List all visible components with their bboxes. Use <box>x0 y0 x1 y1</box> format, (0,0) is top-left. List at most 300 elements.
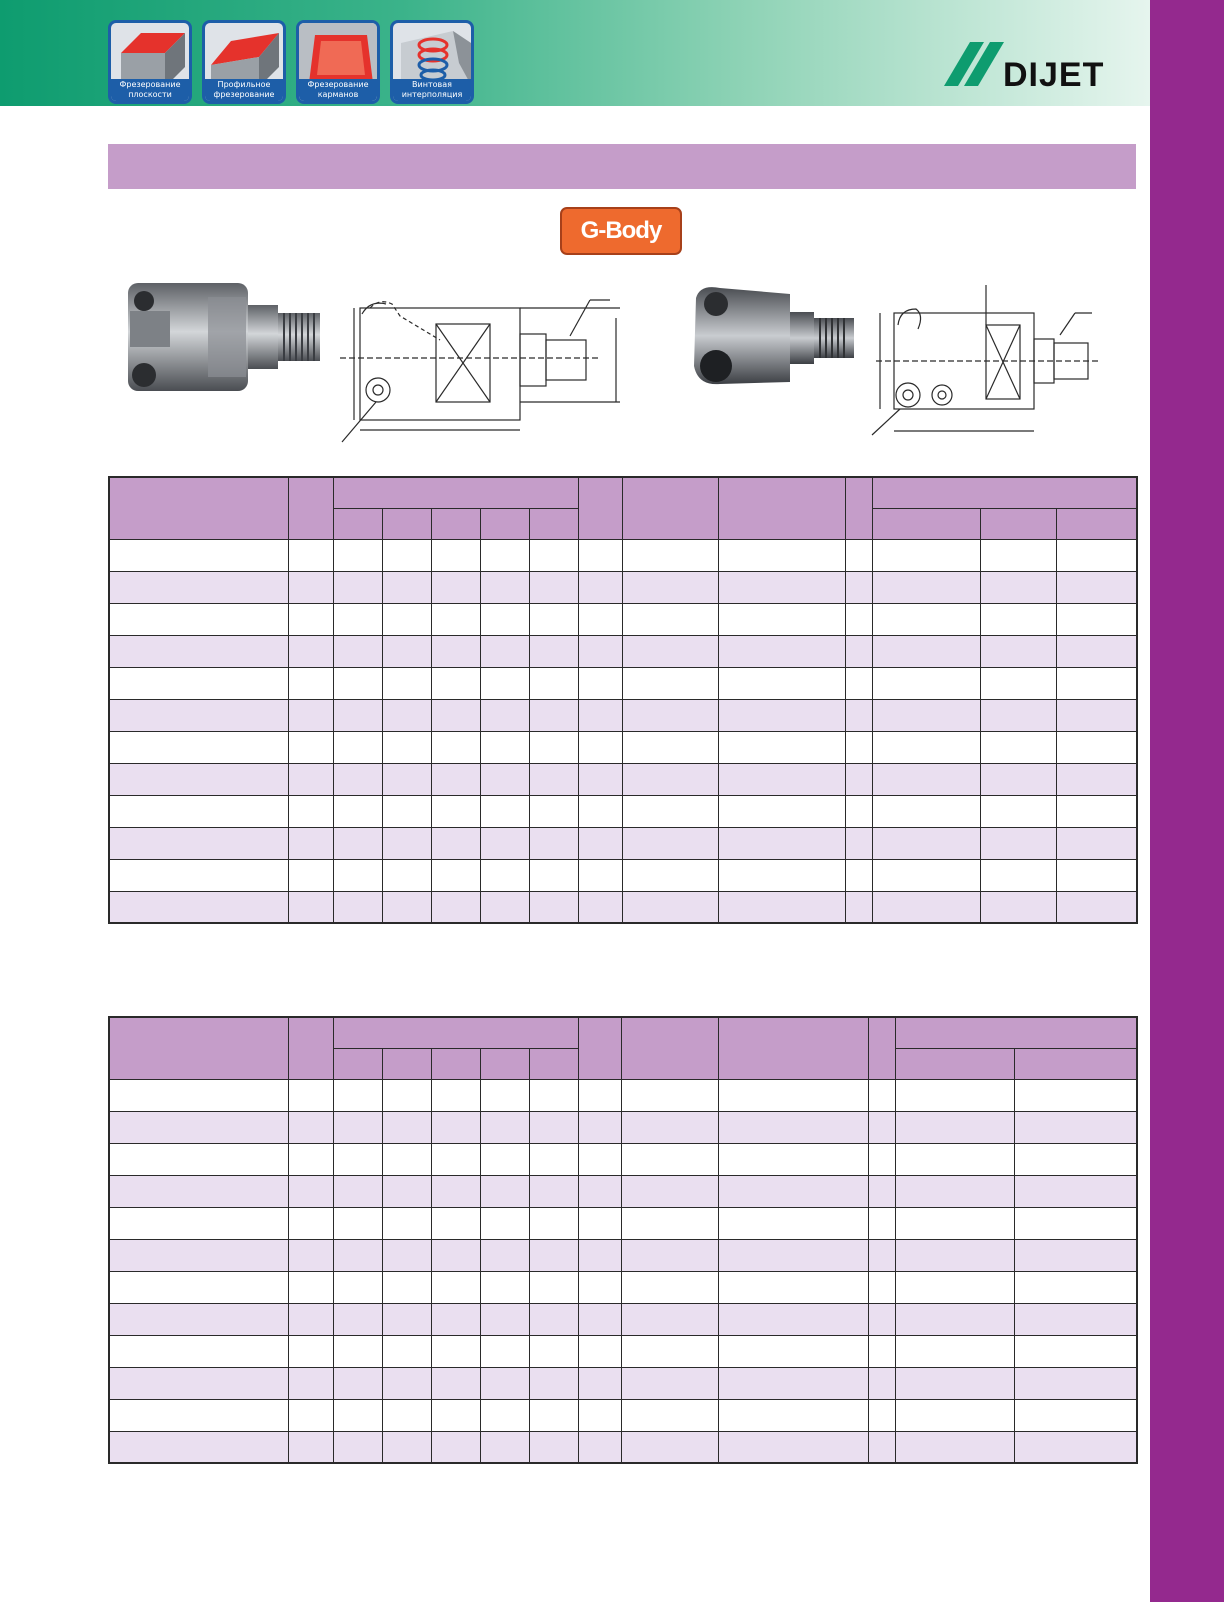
table-cell <box>578 859 622 891</box>
table-row <box>109 1367 1137 1399</box>
table-cell <box>578 827 622 859</box>
table-cell <box>718 1271 868 1303</box>
table-cell <box>431 1367 480 1399</box>
table-cell <box>1056 699 1137 731</box>
table-cell <box>333 699 382 731</box>
table-cell <box>288 1271 333 1303</box>
table-cell <box>845 795 872 827</box>
table-cell <box>895 1111 1014 1143</box>
table-cell <box>718 1367 868 1399</box>
table-cell <box>382 1335 431 1367</box>
table-cell <box>895 1143 1014 1175</box>
table-cell <box>621 1079 718 1111</box>
table-cell <box>382 635 431 667</box>
helical-interpolation-icon <box>390 20 474 104</box>
table-cell <box>529 1335 578 1367</box>
pocket-milling-icon <box>296 20 380 104</box>
table-cell <box>529 1143 578 1175</box>
table-cell <box>578 763 622 795</box>
table-cell <box>872 539 980 571</box>
table-cell <box>480 763 529 795</box>
table-cell <box>529 1367 578 1399</box>
table-cell <box>845 667 872 699</box>
table-cell <box>622 763 718 795</box>
table-cell <box>529 571 578 603</box>
side-band <box>1150 0 1224 1602</box>
table-cell <box>1014 1207 1137 1239</box>
table-cell <box>288 539 333 571</box>
table-row <box>109 635 1137 667</box>
table-cell <box>431 539 480 571</box>
table-cell <box>621 1207 718 1239</box>
table-cell <box>718 731 845 763</box>
table-cell <box>480 1111 529 1143</box>
table-cell <box>621 1367 718 1399</box>
table-cell <box>718 571 845 603</box>
table-cell <box>382 731 431 763</box>
table-cell <box>845 763 872 795</box>
table-cell <box>333 1431 382 1463</box>
table-cell <box>333 1239 382 1271</box>
table-cell <box>529 699 578 731</box>
header-cell <box>868 1017 895 1079</box>
table-cell <box>980 795 1056 827</box>
table-cell <box>872 571 980 603</box>
table-cell <box>333 603 382 635</box>
table-cell <box>109 1207 288 1239</box>
table-cell <box>382 539 431 571</box>
table-header-row <box>109 1017 1137 1048</box>
header-cell <box>895 1048 1014 1079</box>
table-cell <box>529 603 578 635</box>
table-cell <box>980 635 1056 667</box>
table-cell <box>382 859 431 891</box>
table-cell <box>1056 795 1137 827</box>
table-cell <box>622 699 718 731</box>
table-cell <box>109 1143 288 1175</box>
table-cell <box>872 763 980 795</box>
table-cell <box>622 603 718 635</box>
table-cell <box>1014 1143 1137 1175</box>
table-cell <box>109 763 288 795</box>
table-cell <box>868 1079 895 1111</box>
table-cell <box>288 667 333 699</box>
table-cell <box>333 1271 382 1303</box>
table-cell <box>718 1111 868 1143</box>
table-cell <box>288 1111 333 1143</box>
header-cell <box>109 1017 288 1079</box>
section-title-bar <box>108 144 1136 189</box>
table-cell <box>288 1367 333 1399</box>
operation-icons <box>108 20 474 104</box>
table-cell <box>621 1399 718 1431</box>
table-cell <box>382 1111 431 1143</box>
table-cell <box>431 731 480 763</box>
table-cell <box>431 1175 480 1207</box>
table-cell <box>845 859 872 891</box>
table-cell <box>578 1079 621 1111</box>
table-cell <box>578 731 622 763</box>
table-cell <box>529 827 578 859</box>
cutter-drawing-1 <box>340 290 640 445</box>
table-cell <box>1056 667 1137 699</box>
table-cell <box>529 1207 578 1239</box>
table-cell <box>109 539 288 571</box>
table-cell <box>288 1143 333 1175</box>
table-cell <box>109 731 288 763</box>
table-cell <box>578 603 622 635</box>
table-row <box>109 699 1137 731</box>
table-cell <box>529 891 578 923</box>
table-cell <box>431 603 480 635</box>
table-cell <box>718 1207 868 1239</box>
operation-label: Винтовая интерполяция <box>393 79 471 101</box>
table-cell <box>1056 731 1137 763</box>
table-cell <box>333 827 382 859</box>
table-cell <box>895 1175 1014 1207</box>
table-cell <box>718 1079 868 1111</box>
table-cell <box>109 1239 288 1271</box>
table-cell <box>622 859 718 891</box>
table-cell <box>109 795 288 827</box>
table-cell <box>382 827 431 859</box>
table-cell <box>621 1335 718 1367</box>
table-cell <box>382 603 431 635</box>
table-header-row <box>109 477 1137 508</box>
table-cell <box>845 571 872 603</box>
table-cell <box>288 859 333 891</box>
table-row <box>109 1175 1137 1207</box>
table-cell <box>288 1399 333 1431</box>
profile-milling-icon <box>202 20 286 104</box>
table-cell <box>382 1431 431 1463</box>
table-cell <box>622 539 718 571</box>
table-cell <box>845 827 872 859</box>
table-cell <box>529 795 578 827</box>
table-cell <box>109 1335 288 1367</box>
table-cell <box>529 763 578 795</box>
table-cell <box>529 859 578 891</box>
table-cell <box>431 1431 480 1463</box>
table-cell <box>980 731 1056 763</box>
table-cell <box>109 667 288 699</box>
table-cell <box>872 795 980 827</box>
table-cell <box>480 1303 529 1335</box>
header-cell <box>718 477 845 539</box>
table-cell <box>980 891 1056 923</box>
table-cell <box>431 571 480 603</box>
table-cell <box>980 827 1056 859</box>
table-cell <box>431 635 480 667</box>
table-cell <box>1014 1079 1137 1111</box>
table-cell <box>288 1303 333 1335</box>
table-row <box>109 763 1137 795</box>
table-cell <box>109 1303 288 1335</box>
table-cell <box>109 1431 288 1463</box>
table-cell <box>872 699 980 731</box>
table-cell <box>431 699 480 731</box>
table-cell <box>895 1239 1014 1271</box>
table-cell <box>333 1367 382 1399</box>
table-row <box>109 1079 1137 1111</box>
table-cell <box>1056 763 1137 795</box>
table-cell <box>578 1399 621 1431</box>
table-cell <box>895 1303 1014 1335</box>
table-cell <box>578 539 622 571</box>
table-cell <box>288 635 333 667</box>
table-cell <box>480 1239 529 1271</box>
header-cell <box>622 477 718 539</box>
table-cell <box>718 827 845 859</box>
table-cell <box>622 635 718 667</box>
table-cell <box>480 539 529 571</box>
header-cell <box>529 508 578 539</box>
table-cell <box>895 1431 1014 1463</box>
table-cell <box>109 603 288 635</box>
table-cell <box>868 1431 895 1463</box>
table-cell <box>578 1271 621 1303</box>
table-cell <box>288 731 333 763</box>
table-cell <box>621 1175 718 1207</box>
table-cell <box>480 1271 529 1303</box>
table-cell <box>529 1239 578 1271</box>
table-cell <box>868 1143 895 1175</box>
header-cell <box>382 1048 431 1079</box>
table-cell <box>1014 1367 1137 1399</box>
table-cell <box>333 1079 382 1111</box>
table-cell <box>1056 635 1137 667</box>
table-cell <box>480 1431 529 1463</box>
table-row <box>109 731 1137 763</box>
table-cell <box>382 763 431 795</box>
table-cell <box>431 667 480 699</box>
table-row <box>109 1303 1137 1335</box>
table-cell <box>980 699 1056 731</box>
table-cell <box>895 1335 1014 1367</box>
table-cell <box>578 699 622 731</box>
header-cell <box>431 508 480 539</box>
table-cell <box>895 1399 1014 1431</box>
table-cell <box>872 859 980 891</box>
table-cell <box>529 1111 578 1143</box>
table-cell <box>622 827 718 859</box>
table-cell <box>895 1207 1014 1239</box>
header-cell <box>480 1048 529 1079</box>
table-cell <box>718 603 845 635</box>
table-cell <box>480 571 529 603</box>
table-cell <box>718 699 845 731</box>
table-cell <box>845 731 872 763</box>
header-cell <box>845 477 872 539</box>
table-cell <box>480 731 529 763</box>
table-cell <box>431 1207 480 1239</box>
table-cell <box>1056 891 1137 923</box>
table-cell <box>980 667 1056 699</box>
operation-label: Фрезерование плоскости <box>111 79 189 101</box>
table-cell <box>382 1367 431 1399</box>
table-cell <box>333 1143 382 1175</box>
table-cell <box>382 699 431 731</box>
table-cell <box>109 1111 288 1143</box>
cutter-photo-2 <box>690 280 860 395</box>
table-row <box>109 1399 1137 1431</box>
table-cell <box>431 795 480 827</box>
table-cell <box>980 763 1056 795</box>
table-cell <box>529 1271 578 1303</box>
table-cell <box>480 795 529 827</box>
g-body-badge <box>560 207 682 255</box>
table-cell <box>333 539 382 571</box>
table-cell <box>109 891 288 923</box>
header-cell <box>895 1017 1137 1048</box>
header-cell <box>333 477 578 508</box>
table-cell <box>1014 1431 1137 1463</box>
table-cell <box>1056 603 1137 635</box>
cutter-photo-1 <box>118 275 328 400</box>
table-cell <box>980 571 1056 603</box>
table-cell <box>1014 1399 1137 1431</box>
table-cell <box>109 1271 288 1303</box>
table-cell <box>431 859 480 891</box>
table-cell <box>333 763 382 795</box>
table-cell <box>980 603 1056 635</box>
table-row <box>109 603 1137 635</box>
table-cell <box>382 1079 431 1111</box>
table-cell <box>288 1431 333 1463</box>
table-cell <box>480 1399 529 1431</box>
table-cell <box>718 1239 868 1271</box>
table-cell <box>1014 1271 1137 1303</box>
table-cell <box>109 571 288 603</box>
table-cell <box>333 1175 382 1207</box>
table-cell <box>718 795 845 827</box>
table-cell <box>578 1335 621 1367</box>
header-cell <box>431 1048 480 1079</box>
header-cell <box>333 1048 382 1079</box>
table-cell <box>529 731 578 763</box>
table-cell <box>382 1239 431 1271</box>
table-cell <box>431 1399 480 1431</box>
table-cell <box>1056 859 1137 891</box>
header-cell <box>578 477 622 539</box>
table-cell <box>333 891 382 923</box>
table-cell <box>382 1271 431 1303</box>
spec-table-1 <box>108 476 1138 924</box>
table-cell <box>578 1239 621 1271</box>
table-cell <box>621 1303 718 1335</box>
table-cell <box>333 1303 382 1335</box>
header-cell <box>109 477 288 539</box>
table-cell <box>288 1335 333 1367</box>
table-cell <box>718 1431 868 1463</box>
table-cell <box>845 891 872 923</box>
table-cell <box>1056 571 1137 603</box>
table-cell <box>431 1271 480 1303</box>
table-cell <box>431 763 480 795</box>
table-cell <box>529 1431 578 1463</box>
table-cell <box>718 539 845 571</box>
table-cell <box>333 1111 382 1143</box>
table-row <box>109 891 1137 923</box>
table-row <box>109 1431 1137 1463</box>
table-cell <box>109 699 288 731</box>
operation-label: Фрезерование карманов <box>299 79 377 101</box>
table-cell <box>480 699 529 731</box>
table-cell <box>480 1335 529 1367</box>
table-cell <box>1014 1111 1137 1143</box>
table-cell <box>872 603 980 635</box>
table-row <box>109 859 1137 891</box>
table-cell <box>288 1239 333 1271</box>
table-cell <box>109 1367 288 1399</box>
header-cell <box>288 477 333 539</box>
table-cell <box>333 667 382 699</box>
table-cell <box>382 891 431 923</box>
table-cell <box>868 1367 895 1399</box>
header-cell <box>333 508 382 539</box>
table-cell <box>622 731 718 763</box>
table-cell <box>288 1207 333 1239</box>
g-body-text: G-Body <box>580 217 662 244</box>
table-cell <box>382 1399 431 1431</box>
table-row <box>109 1143 1137 1175</box>
table-cell <box>529 667 578 699</box>
table-cell <box>718 667 845 699</box>
table-cell <box>1014 1175 1137 1207</box>
table-cell <box>382 1175 431 1207</box>
header-cell <box>480 508 529 539</box>
table-cell <box>578 795 622 827</box>
table-cell <box>622 571 718 603</box>
header-cell <box>529 1048 578 1079</box>
table-cell <box>718 891 845 923</box>
table-cell <box>578 1367 621 1399</box>
table-cell <box>288 1175 333 1207</box>
table-cell <box>872 667 980 699</box>
table-cell <box>868 1335 895 1367</box>
table-cell <box>288 1079 333 1111</box>
table-cell <box>382 571 431 603</box>
table-cell <box>288 699 333 731</box>
header-cell <box>872 477 1137 508</box>
table-cell <box>845 539 872 571</box>
table-cell <box>109 635 288 667</box>
table-cell <box>480 635 529 667</box>
table-cell <box>431 1335 480 1367</box>
table-cell <box>845 699 872 731</box>
table-cell <box>980 539 1056 571</box>
table-cell <box>529 1399 578 1431</box>
table-cell <box>718 1335 868 1367</box>
table-cell <box>895 1271 1014 1303</box>
table-cell <box>578 571 622 603</box>
table-cell <box>480 1175 529 1207</box>
table-cell <box>718 1175 868 1207</box>
table-cell <box>718 1303 868 1335</box>
header-cell <box>621 1017 718 1079</box>
table-cell <box>431 1303 480 1335</box>
table-cell <box>718 859 845 891</box>
table-cell <box>845 603 872 635</box>
header-cell <box>333 1017 578 1048</box>
table-cell <box>480 1207 529 1239</box>
table-row <box>109 1335 1137 1367</box>
table-cell <box>333 859 382 891</box>
header-cell <box>288 1017 333 1079</box>
table-cell <box>333 1399 382 1431</box>
table-cell <box>333 635 382 667</box>
table-cell <box>1056 827 1137 859</box>
